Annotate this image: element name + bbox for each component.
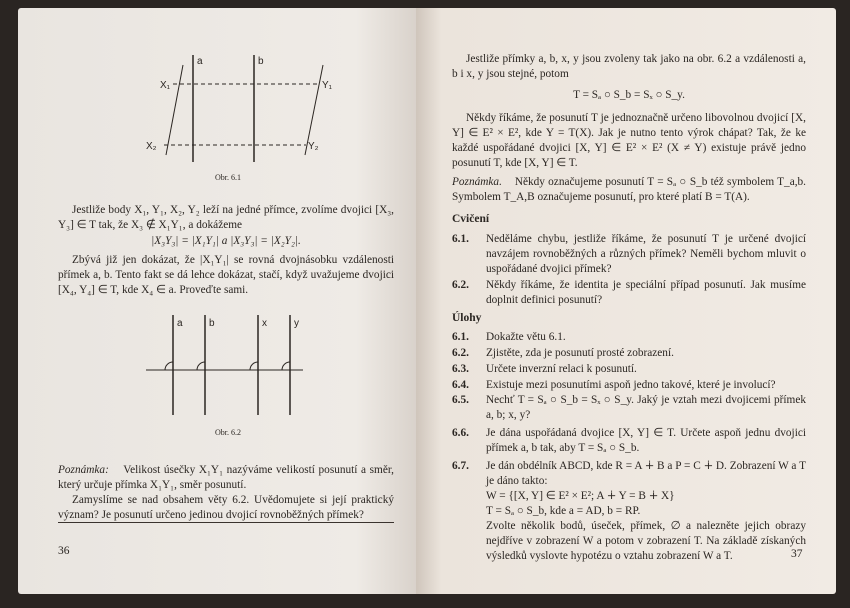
tasks-heading: Úlohy [452,312,482,324]
line-x1x2 [166,65,183,155]
item-text: Je dán obdélník ABCD, kde R = A ∔ B a P = C ∔ D. Zobrazení W a T je dáno takto: [486,460,806,487]
item-text: Neděláme chybu, jestliže říkáme, že posunutí T je určené dvojicí navzájem rovnoběžných a různých přímek? Neměli bychom mluvit o uspořádané dvojici přímek? [486,233,806,275]
task-item [452,346,806,361]
page-number: 36 [58,545,70,557]
task-item [452,426,806,456]
label-a: a [197,56,203,67]
item-text: Zjistěte, zda je posunutí prosté zobrazení. [486,347,674,359]
figure-6-2-caption: Obr. 6.2 [215,428,241,437]
exercise-item [452,278,806,308]
label-y1: Y₁ [322,80,333,91]
task-item [452,459,806,564]
item-number: 6.1. [452,233,469,245]
paragraph: Jestliže body X₁, Y₁, X₂, Y₂ leží na jedné přímce, zvolíme dvojici [X₃, Y₃] ∈ T tak, že X₃ ∉ X₁Y₁, a dokážeme [58,204,394,231]
left-page [18,8,416,594]
label-b: b [209,318,215,329]
item-number: 6.1. [452,331,469,343]
note-text: Někdy označujeme posunutí T = Sₐ ○ S_b též symbolem T_a,b. Symbolem T_A,B označujeme posunutí, pro které platí B = T(A). [452,176,807,203]
page-number: 37 [791,548,803,560]
label-x2: X₂ [146,141,157,152]
label-a: a [177,318,183,329]
item-text: Zvolte několik bodů, úseček, přímek, ∅ a nalezněte jejich obrazy nejdříve v zobrazení W a potom v zobrazení T. Na základě získaných výsledků vyslovte hypotézu o vztahu zobrazení W a T. [486,520,806,562]
item-number: 6.3. [452,363,469,375]
note-text: Velikost úsečky X₁Y₁ nazýváme velikostí posunutí a směr, který určuje přímka X₁Y₁, směr posunutí. [58,464,394,491]
exercise-item [452,232,806,277]
label-y: y [294,318,299,329]
item-text: Někdy říkáme, že identita je speciální případ posunutí. Jak musíme doplnit definici posunutí? [486,279,806,306]
formula: |X₃Y₃| = |X₁Y₁| a |X₃Y₃| = |X₂Y₂|. [151,235,301,247]
label-x1: X₁ [160,80,171,91]
exercises-heading: Cvičení [452,213,490,225]
figure-6-2 [138,310,318,420]
item-number: 6.2. [452,347,469,359]
definition-t: T = Sₐ ○ S_b, kde a = AD, b = RP. [486,505,641,517]
item-number: 6.4. [452,379,469,391]
paragraph: Jestliže přímky a, b, x, y jsou zvoleny tak jako na obr. 6.2 a vzdálenosti a, b i x, y jsou stejné, potom [452,53,806,80]
task-item [452,378,806,393]
paragraph: Někdy říkáme, že posunutí T je jednoznačně určeno libovolnou dvojicí [X, Y] ∈ E² × E², kde Y = T(X). Jak je nutno tento výrok chápat? Tak, že ke každé uspořádané dvojici [X, Y] ∈ E² × E² (X ≠ Y) existuje právě jedno posunutí T, kde [X, Y] ∈ T. [452,112,806,169]
note [452,175,806,205]
item-text: Nechť T = Sₐ ○ S_b = Sₓ ○ S_y. Jaký je vztah mezi dvojicemi přímek a, b; x, y? [486,394,806,421]
item-text: Dokažte větu 6.1. [486,331,566,343]
item-number: 6.2. [452,279,469,291]
item-text: Existuje mezi posunutími aspoň jedno takové, které je involucí? [486,379,776,391]
figure-6-1-caption: Obr. 6.1 [215,173,241,182]
item-number: 6.6. [452,427,469,439]
note-label: Poznámka: [58,464,109,476]
task-item [452,362,806,377]
paragraph: Zamyslíme se nad obsahem věty 6.2. Uvědomujete si její praktický význam? Je posunutí určeno jedinou dvojicí rovnoběžných přímek? [58,494,394,521]
item-number: 6.5. [452,394,469,406]
note-label: Poznámka. [452,176,502,188]
note [58,463,394,493]
label-y2: Y₂ [308,141,319,152]
task-item [452,393,806,423]
formula: T = Sₐ ○ S_b = Sₓ ○ S_y. [573,89,685,101]
item-text: Určete inverzní relaci k posunutí. [486,363,637,375]
label-x: x [262,318,267,329]
paragraph: Zbývá již jen dokázat, že |X₁Y₁| se rovná dvojnásobku vzdálenosti přímek a, b. Tento fakt se dá lehce dokázat, stačí, když uvažujeme dvojici [X₄, Y₄] ∈ T, kde X₄ ∈ a. Proveďte sami. [58,254,394,296]
task-item [452,330,806,345]
right-page [416,8,836,594]
item-text: Je dána uspořádaná dvojice [X, Y] ∈ T. Určete aspoň jednu dvojici přímek a, b tak, aby T = Sₐ ○ S_b. [486,427,806,454]
footer-rule [58,522,394,523]
definition-w: W = {[X, Y] ∈ E² × E²; A ∔ Y = B ∔ X} [486,490,675,502]
item-number: 6.7. [452,460,469,472]
figure-6-1 [138,50,338,170]
label-b: b [258,56,264,67]
